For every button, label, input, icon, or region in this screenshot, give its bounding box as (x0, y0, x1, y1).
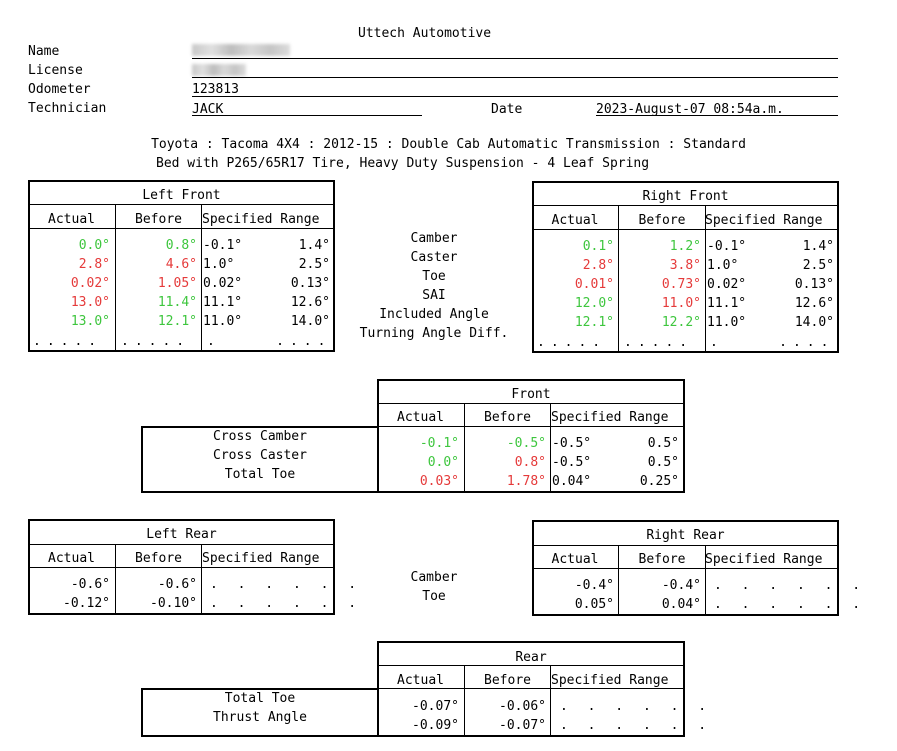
rf-cell-actual: 12.1° (574, 315, 614, 330)
rf-cell-before: 11.0° (661, 296, 701, 311)
technician-value: JACK (192, 102, 224, 117)
lf-dots-3: . .... (207, 334, 332, 349)
lf-cell-spec-max: 2.5° (298, 257, 330, 272)
lf-dots-2: ..... (121, 334, 191, 349)
front-cross-label: Total Toe (224, 467, 296, 482)
rf-col-before: Before (638, 213, 686, 228)
license-label: License (28, 63, 83, 78)
rf-cell-spec-max: 12.6° (794, 296, 834, 311)
front-cross-label: Cross Camber (213, 429, 307, 444)
fc-cell-spec-min: -0.5° (552, 455, 592, 470)
front-measurement-label: Toe (422, 269, 446, 284)
rc-cell-actual: -0.09° (412, 718, 459, 733)
name-label: Name (28, 44, 60, 59)
rc-cell-spec-dots: . . . . . . (560, 718, 713, 733)
lr-cell-actual: -0.6° (70, 577, 110, 592)
rf-cell-spec-min: 0.02° (707, 277, 747, 292)
rf-cell-actual: 12.0° (574, 296, 614, 311)
rf-cell-spec-min: 11.1° (707, 296, 747, 311)
rf-cell-spec-max: 2.5° (802, 258, 834, 273)
front-measurement-label: SAI (422, 288, 446, 303)
lr-col-specified: Specified Range (202, 551, 320, 566)
vehicle-line-2: Bed with P265/65R17 Tire, Heavy Duty Suspension - 4 Leaf Spring (156, 156, 650, 171)
fc-cell-spec-max: 0.5° (647, 436, 679, 451)
fc-cell-spec-min: -0.5° (552, 436, 592, 451)
lr-cell-before: -0.6° (157, 577, 197, 592)
date-label: Date (491, 102, 523, 117)
technician-line (192, 115, 422, 116)
lf-cell-spec-max: 14.0° (290, 314, 330, 329)
right-front-title: Right Front (642, 189, 729, 204)
rr-cell-actual: -0.4° (574, 578, 614, 593)
lf-cell-actual: 13.0° (70, 295, 110, 310)
rf-cell-actual: 0.1° (582, 239, 614, 254)
lf-cell-spec-max: 1.4° (298, 238, 330, 253)
rf-col-actual: Actual (551, 213, 599, 228)
lf-cell-spec-min: 11.0° (203, 314, 243, 329)
lf-cell-spec-max: 0.13° (290, 276, 330, 291)
rr-cell-before: -0.4° (661, 578, 701, 593)
lf-cell-actual: 0.0° (78, 238, 110, 253)
lf-col-before: Before (135, 212, 182, 227)
front-cross-title: Front (511, 387, 551, 402)
rf-dots-3: . .... (710, 335, 835, 350)
rf-cell-spec-min: 11.0° (707, 315, 747, 330)
lr-cell-spec-dots: . . . . . . (210, 577, 363, 592)
rf-cell-spec-min: -0.1° (707, 239, 747, 254)
rear-cross-title: Rear (515, 650, 547, 665)
lf-cell-before: 11.4° (157, 295, 197, 310)
fc-cell-spec-max: 0.25° (639, 474, 679, 489)
rr-cell-actual: 0.05° (574, 597, 614, 612)
lf-cell-spec-max: 12.6° (290, 295, 330, 310)
rf-cell-spec-min: 1.0° (707, 258, 739, 273)
rf-cell-spec-max: 1.4° (802, 239, 834, 254)
rr-cell-spec-dots: . . . . . . (714, 578, 867, 593)
rc-col-before: Before (484, 673, 531, 688)
front-measurement-label: Included Angle (379, 307, 489, 322)
fc-cell-actual: 0.0° (427, 455, 459, 470)
rf-col-specified: Specified Range (705, 213, 823, 228)
license-line (192, 77, 838, 78)
rr-cell-before: 0.04° (661, 597, 701, 612)
rf-dots: ..... (537, 335, 607, 350)
rear-measurement-label: Toe (422, 589, 446, 604)
name-line (192, 58, 838, 59)
front-cross-label: Cross Caster (213, 448, 307, 463)
right-rear-title: Right Rear (646, 528, 725, 543)
fc-col-actual: Actual (397, 410, 444, 425)
rear-cross-label: Thrust Angle (213, 710, 307, 725)
lf-cell-actual: 0.02° (70, 276, 110, 291)
lf-cell-spec-min: 11.1° (203, 295, 243, 310)
lf-cell-actual: 13.0° (70, 314, 110, 329)
lr-cell-before: -0.10° (150, 596, 197, 611)
lf-cell-spec-min: -0.1° (203, 238, 243, 253)
lf-cell-actual: 2.8° (78, 257, 110, 272)
rf-cell-before: 3.8° (669, 258, 701, 273)
odometer-value: 123813 (192, 82, 239, 97)
rf-cell-before: 1.2° (669, 239, 701, 254)
date-line (596, 115, 838, 116)
rf-cell-spec-max: 14.0° (794, 315, 834, 330)
lr-cell-actual: -0.12° (63, 596, 110, 611)
rc-cell-spec-dots: . . . . . . (560, 699, 713, 714)
date-value: 2023-August-07 08:54a.m. (596, 102, 784, 117)
shop-title: Uttech Automotive (358, 26, 492, 41)
rc-cell-before: -0.06° (499, 699, 546, 714)
odometer-line (192, 96, 838, 97)
lr-col-before: Before (135, 551, 182, 566)
lf-cell-before: 4.6° (165, 257, 197, 272)
rr-col-specified: Specified Range (705, 552, 823, 567)
rf-cell-before: 0.73° (661, 277, 701, 292)
rf-dots-2: ..... (624, 335, 694, 350)
fc-cell-actual: 0.03° (419, 474, 459, 489)
rr-col-before: Before (638, 552, 686, 567)
rear-cross-label: Total Toe (224, 691, 296, 706)
fc-cell-spec-max: 0.5° (647, 455, 679, 470)
front-measurement-label: Caster (410, 250, 458, 265)
odometer-label: Odometer (28, 82, 91, 97)
vehicle-line-1: Toyota : Tacoma 4X4 : 2012-15 : Double Cab Automatic Transmission : Standard (151, 137, 746, 152)
fc-cell-actual: -0.1° (419, 436, 459, 451)
front-measurement-label: Turning Angle Diff. (359, 326, 509, 341)
lf-col-actual: Actual (48, 212, 95, 227)
license-redacted (192, 64, 246, 76)
front-measurement-label: Camber (410, 231, 458, 246)
rc-col-actual: Actual (397, 673, 444, 688)
fc-col-specified: Specified Range (551, 410, 669, 425)
rr-cell-spec-dots: . . . . . . (714, 597, 867, 612)
fc-cell-spec-min: 0.04° (552, 474, 592, 489)
left-front-title: Left Front (142, 188, 221, 203)
fc-cell-before: 1.78° (506, 474, 546, 489)
rf-cell-before: 12.2° (661, 315, 701, 330)
fc-col-before: Before (484, 410, 531, 425)
rc-cell-actual: -0.07° (412, 699, 459, 714)
lf-cell-before: 1.05° (157, 276, 197, 291)
lf-col-specified: Specified Range (202, 212, 320, 227)
lf-dots: ..... (33, 334, 103, 349)
technician-label: Technician (28, 101, 107, 116)
rf-cell-actual: 2.8° (582, 258, 614, 273)
name-redacted (192, 44, 290, 56)
lr-cell-spec-dots: . . . . . . (210, 596, 363, 611)
lf-cell-before: 0.8° (165, 238, 197, 253)
lf-cell-spec-min: 1.0° (203, 257, 235, 272)
rr-col-actual: Actual (551, 552, 599, 567)
left-rear-title: Left Rear (146, 527, 217, 542)
lr-col-actual: Actual (48, 551, 95, 566)
rf-cell-spec-max: 0.13° (794, 277, 834, 292)
lf-cell-spec-min: 0.02° (203, 276, 243, 291)
rc-cell-before: -0.07° (499, 718, 546, 733)
rf-cell-actual: 0.01° (574, 277, 614, 292)
lf-cell-before: 12.1° (157, 314, 197, 329)
rear-measurement-label: Camber (410, 570, 458, 585)
rc-col-specified: Specified Range (551, 673, 669, 688)
fc-cell-before: -0.5° (506, 436, 546, 451)
fc-cell-before: 0.8° (514, 455, 546, 470)
